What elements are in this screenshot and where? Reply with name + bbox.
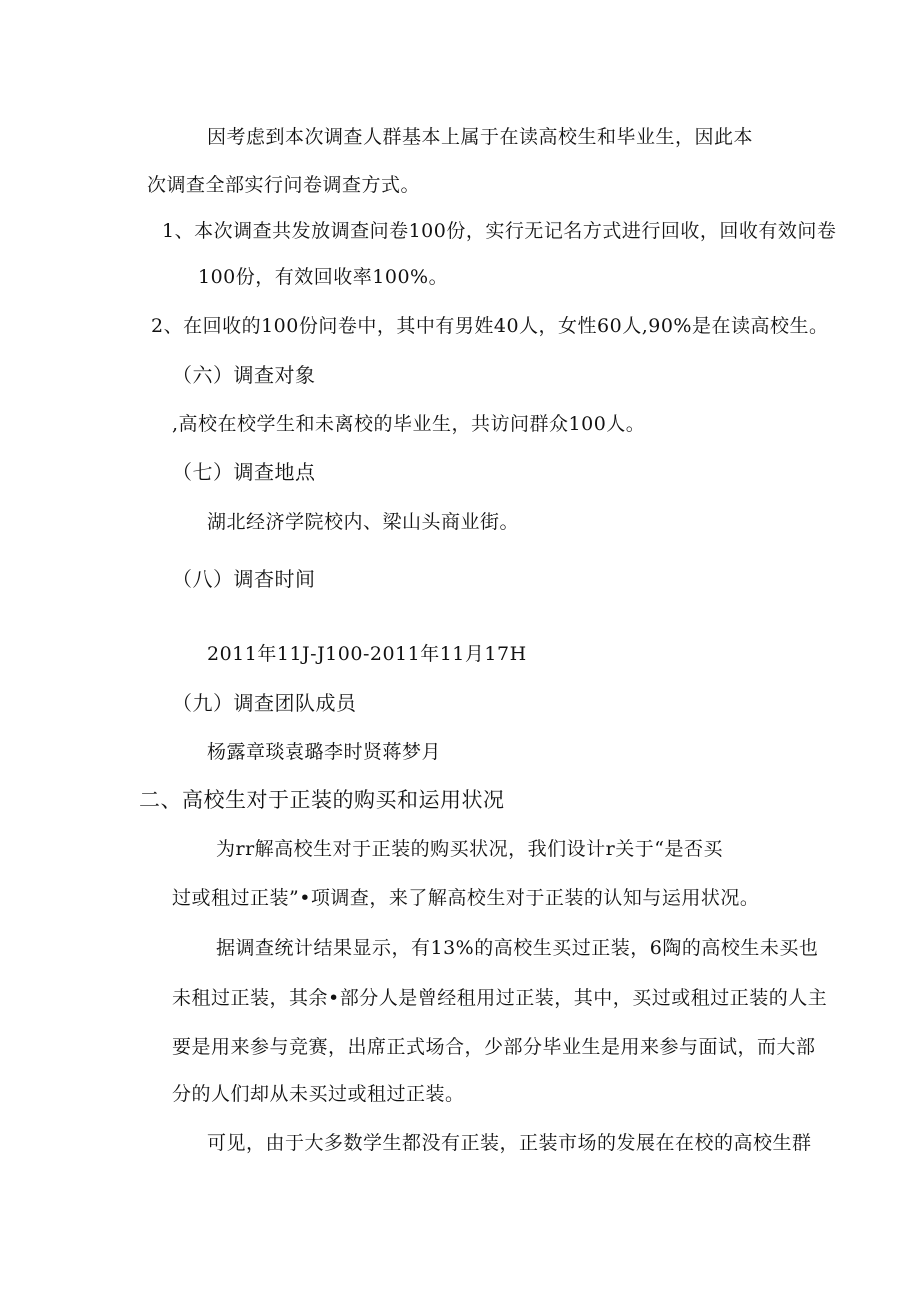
paragraph-line-2: 次调查全部实行问卷调查方式。 — [147, 174, 421, 196]
list-item-1-line-1: 1、本次调查共发放调查问卷100份，实行无记名方式进行回收，回收有效问卷 — [162, 220, 837, 242]
heading-team-members: （九）调查团队成员 — [172, 691, 357, 715]
heading-survey-time: （八）调杳时间 — [172, 567, 316, 591]
survey-subjects-text: ,高校在校学生和未离校的毕业生，共访问群众100人。 — [172, 413, 646, 435]
section-2-paragraph-2-line-4: 分的人们却从未买过或租过正装。 — [172, 1083, 465, 1105]
section-2-paragraph-2-line-3: 要是用来参与竞赛，出席正式场合，少部分毕业生是用来参与面试，而大部 — [172, 1036, 816, 1058]
section-2-paragraph-1-line-2: 过或租过正装”•项调查，来了解高校生对于正装的认知与运用状况。 — [172, 887, 760, 909]
section-2-paragraph-3-line-1: 可见，由于大多数学生都没有正装，正装市场的发展在在校的高校生群 — [207, 1132, 812, 1154]
heading-survey-subjects: （六）调查对象 — [172, 363, 316, 387]
heading-survey-location: （七）调查地点 — [172, 460, 316, 484]
list-item-1-line-2: 100份，有效回收率100%。 — [198, 266, 449, 288]
section-2-paragraph-2-line-2: 未租过正装，其余•部分人是曾经租用过正装，其中，买过或租过正装的人主 — [172, 987, 828, 1009]
survey-location-text: 湖北经济学院校内、梁山头商业街。 — [207, 511, 520, 533]
section-heading-2: 二、高校生对于正装的购买和运用状况 — [139, 788, 505, 812]
section-2-paragraph-1-line-1: 为rr解高校生对于正装的购买状况，我们设计r关于“是否买 — [216, 838, 723, 860]
team-members-text: 杨露章琰袁璐李时贤蒋梦月 — [207, 741, 442, 763]
paragraph-line-1: 因考虑到本次调查人群基本上属于在读高校生和毕业生，因此本 — [207, 126, 754, 148]
survey-time-text: 2011年11J-J100-2011年11月17H — [207, 643, 527, 665]
list-item-2: 2、在回收的100份问卷中，其中有男姓40人，女性60人,90%是在读高校生。 — [151, 315, 829, 337]
section-2-paragraph-2-line-1: 据调查统计结果显示，有13%的高校生买过正装，6陶的高校生未买也 — [216, 937, 819, 959]
